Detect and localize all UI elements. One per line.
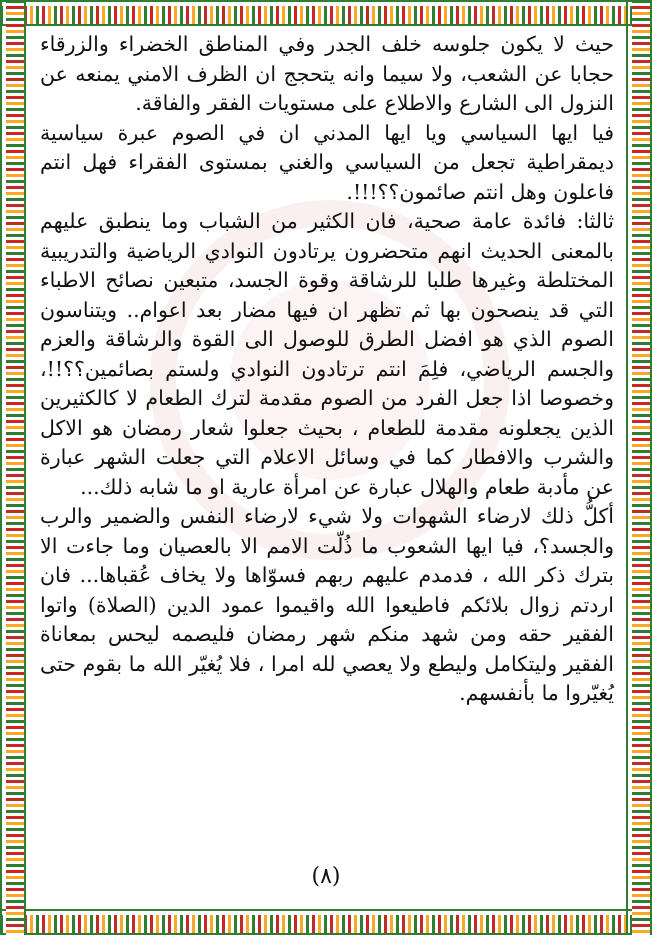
paragraph-4: أكلُّ ذلك لارضاء الشهوات ولا شيء لارضاء النفس والضمير والرب والجسد؟، فيا ايها الشعوب ما ذُلّت الامم الا بالعصيان وما جاءت الا بترك ذكر الله ، فدمدم عليهم ربهم فسوّاها ولا يخاف عُقباها... فان اردتم زوال بلائكم فاطيعوا الله واقيموا عمود الدين (الصلاة) واتوا الفقير حقه ومن شهد منكم شهر رمضان فليصمه ليحس بمعاناة الفقير وليتكامل وليطع ولا يعصي لله امرا ، فلا يُغيّر الله ما بقوم حتى يُغيّروا ما بأنفسهم. xyxy=(40,504,614,705)
ornamental-border-right xyxy=(626,0,652,935)
paragraph-2: فيا ايها السياسي ويا ايها المدني ان في الصوم عبرة سياسية ديمقراطية تجعل من السياسي والغني بمستوى الفقراء فهل انتم فاعلون وهل انتم صائمون؟؟!!!. xyxy=(40,120,614,204)
ornamental-border-bottom xyxy=(0,909,652,935)
page-number: (٨) xyxy=(311,864,341,889)
paragraph-1: حيث لا يكون جلوسه خلف الجدر وفي المناطق الخضراء والزرقاء حجابا عن الشعب، ولا سيما وانه يتحجج ان الظرف الامني يمنعه عن النزول الى الشارع والاطلاع على مستويات الفقر والفاقة. xyxy=(40,32,614,115)
paragraph-3: ثالثا: فائدة عامة صحية، فان الكثير من الشباب وما ينطبق عليهم بالمعنى الحديث انهم متحضرون يرتادون النوادي الرياضية والتدريبية المختلطة وغيرها طلبا للرشاقة وقوة الجسد، متبعين نصائح الاطباء التي قد ينصحون بها ثم تظهر ان فيها مضار بعد اعوام.. ويتناسون الصوم الذي هو افضل الطرق للوصول الى القوة والرشاقة والعزم والجسم الرياضي، فلِمَ انتم ترتادون النوادي ولستم بصائمين؟؟!!، وخصوصا اذا جعل الفرد من الصوم مقدمة لترك الطعام لا كالكثيرين الذين يجعلونه مقدمة للطعام ، بحيث جعلوا شعار رمضان هو الاكل والشرب والافطار كما في وسائل الاعلام التي جعلت الشهر عبارة عن مأدبة طعام والهلال عبارة عن امرأة عارية او ما شابه ذلك... xyxy=(40,209,614,499)
ornamental-border-left xyxy=(0,0,26,935)
body-text xyxy=(40,30,614,709)
ornamental-border-top xyxy=(0,0,652,26)
